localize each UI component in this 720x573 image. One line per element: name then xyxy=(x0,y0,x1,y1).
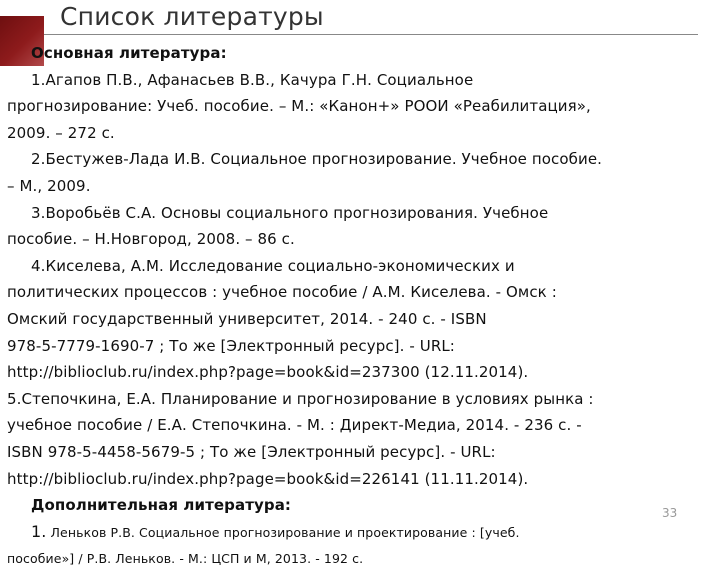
main-literature-heading: Основная литература: xyxy=(31,44,227,62)
reference-line: прогнозирование: Учеб. пособие. – М.: «Канон+» РООИ «Реабилитация», xyxy=(7,97,591,116)
reference-line xyxy=(7,519,713,547)
reference-line: 1.Агапов П.В., Афанасьев В.В., Качура Г.Н. Социальное xyxy=(31,70,474,89)
reference-line: пособие. – Н.Новгород, 2008. – 86 с. xyxy=(7,230,295,249)
reference-line: 978-5-7779-1690-7 ; То же [Электронный ресурс]. - URL: xyxy=(7,336,455,355)
title-divider xyxy=(44,34,698,35)
reference-line: 3.Воробьёв С.А. Основы социального прогнозирования. Учебное xyxy=(31,203,549,222)
bibliography-list xyxy=(7,40,713,573)
page-number: 33 xyxy=(662,506,678,520)
reference-line: – М., 2009. xyxy=(7,176,91,195)
reference-line: http://biblioclub.ru/index.php?page=book&id=226141 (11.11.2014). xyxy=(7,469,529,488)
reference-text: Леньков Р.В. Социальное прогнозирование и проектирование : [учеб. xyxy=(46,524,520,540)
reference-number: 1. xyxy=(31,521,47,541)
reference-line: 5.Степочкина, Е.А. Планирование и прогнозирование в условиях рынка : xyxy=(7,389,594,408)
additional-literature-heading: Дополнительная литература: xyxy=(31,496,292,515)
reference-line: Омский государственный университет, 2014. - 240 с. - ISBN xyxy=(7,309,487,328)
reference-line: пособие»] / Р.В. Леньков. - М.: ЦСП и М, 2013. - 192 с. xyxy=(7,551,364,567)
reference-line: учебное пособие / Е.А. Степочкина. - М. : Директ-Медиа, 2014. - 236 с. - xyxy=(7,416,582,435)
slide-title: Список литературы xyxy=(60,2,324,31)
reference-line: ISBN 978-5-4458-5679-5 ; То же [Электронный ресурс]. - URL: xyxy=(7,442,496,461)
reference-line: 4.Киселева, А.М. Исследование социально-экономических и xyxy=(31,256,515,275)
reference-line: 2.Бестужев-Лада И.В. Социальное прогнозирование. Учебное пособие. xyxy=(31,150,603,169)
reference-line: 2009. – 272 с. xyxy=(7,123,115,142)
reference-line: http://biblioclub.ru/index.php?page=book&id=237300 (12.11.2014). xyxy=(7,363,529,382)
reference-line: политических процессов : учебное пособие / А.М. Киселева. - Омск : xyxy=(7,283,557,302)
